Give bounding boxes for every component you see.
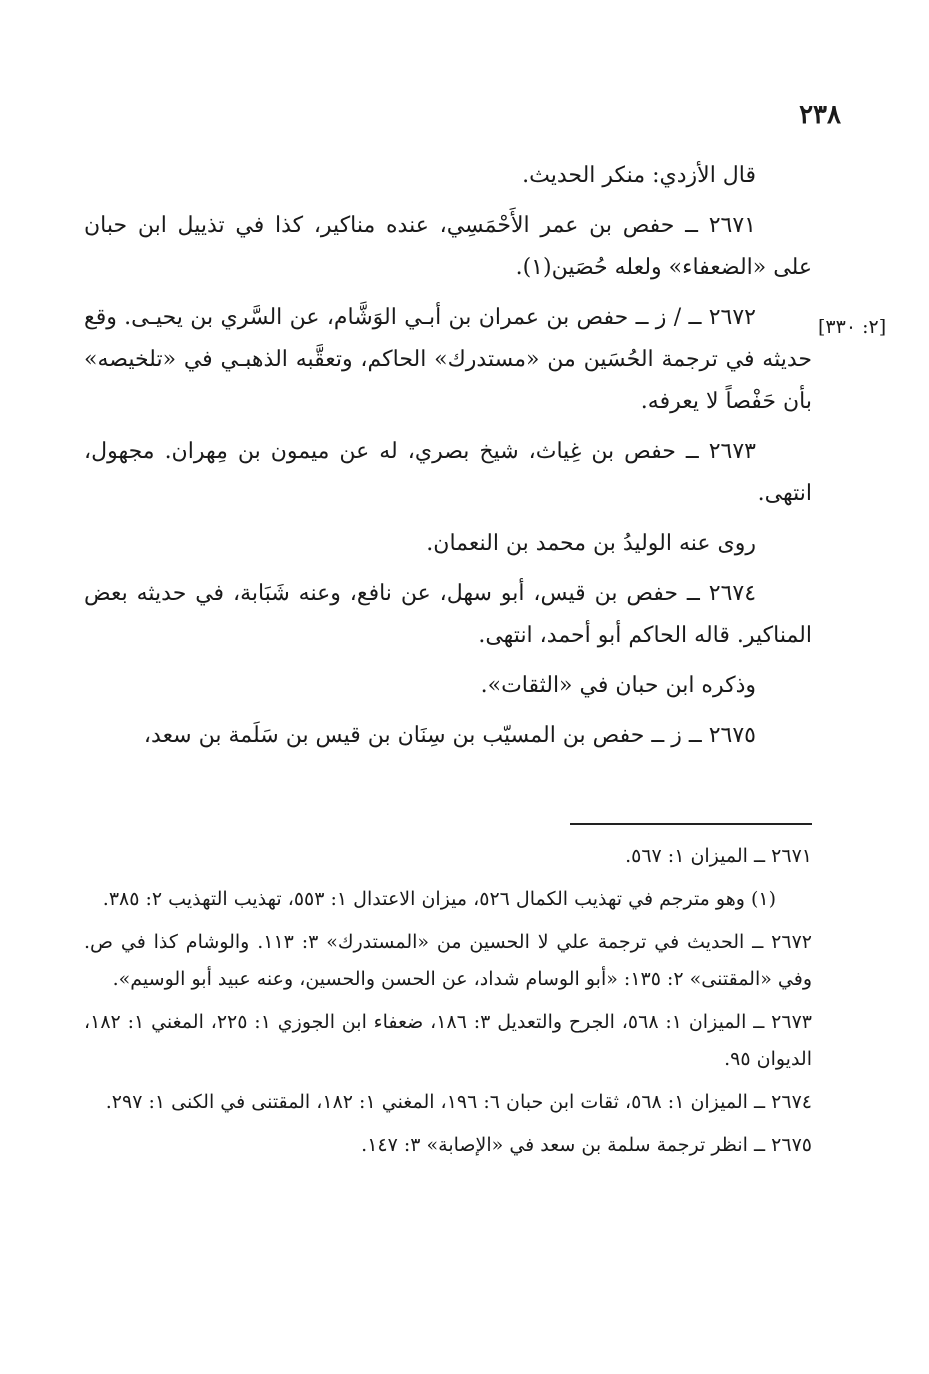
entry-2674: ٢٦٧٤ ــ حفص بن قيس، أبو سهل، عن نافع، وعنه شَبَابة، في حديثه بعض المناكير. قاله الحاكم أبو أحمد، انتهى. bbox=[84, 581, 812, 648]
margin-reference: [٢: ٣٣٠] bbox=[818, 316, 887, 338]
footnote-2672: ٢٦٧٢ ــ الحديث في ترجمة علي لا الحسين من «المستدرك» ٣: ١١٣. والوشام كذا في ص. وفي «المقتنى» ٢: ١٣٥: «أبو الوسام شداد، عن الحسن والحسين، وعنه عبيد أبو الوسيم». bbox=[84, 931, 812, 990]
entry-2673: ٢٦٧٣ ــ حفص بن غِياث، شيخ بصري، له عن ميمون بن مِهران. مجهول، انتهى. bbox=[84, 439, 812, 506]
entry-2671: ٢٦٧١ ــ حفص بن عمر الأَحْمَسِي، عنده مناكير، كذا في تذييل ابن حبان على «الضعفاء» ولعله حُصَين(١). bbox=[84, 213, 812, 280]
entry-2675: ٢٦٧٥ ــ ز ــ حفص بن المسيّب بن سِنَان بن قيس بن سَلَمة بن سعد، bbox=[143, 723, 756, 748]
main-text bbox=[84, 155, 812, 765]
footnotes bbox=[84, 838, 812, 1170]
entry-2672: ٢٦٧٢ ــ / ز ــ حفص بن عمران بن أبـي الوَشَّام، عن السَّري بن يحيـى. وقع حديثه في ترجمة الحُسَين من «مستدرك» الحاكم، وتعقَّبه الذهبـي في «تلخيصه» بأن حَفْصاً لا يعرفه. bbox=[84, 305, 812, 414]
footnote-1: (١) وهو مترجم في تهذيب الكمال ٥٢٦، ميزان الاعتدال ١: ٥٥٣، تهذيب التهذيب ٢: ٣٨٥. bbox=[102, 888, 776, 910]
footnote-2674: ٢٦٧٤ ــ الميزان ١: ٥٦٨، ثقات ابن حبان ٦: ١٩٦، المغني ١: ١٨٢، المقتنى في الكنى ١: ٢٩٧. bbox=[105, 1091, 812, 1113]
footnote-2673: ٢٦٧٣ ــ الميزان ١: ٥٦٨، الجرح والتعديل ٣: ١٨٦، ضعفاء ابن الجوزي ١: ٢٢٥، المغني ١: ١٨٢، الديوان ٩٥. bbox=[84, 1011, 812, 1070]
paragraph-thiqat: وذكره ابن حبان في «الثقات». bbox=[480, 673, 756, 698]
page-number: ٢٣٨ bbox=[799, 100, 841, 130]
paragraph-riwaya: روى عنه الوليدُ بن محمد بن النعمان. bbox=[426, 531, 756, 556]
footnote-2675: ٢٦٧٥ ــ انظر ترجمة سلمة بن سعد في «الإصابة» ٣: ١٤٧. bbox=[361, 1134, 812, 1156]
footnote-divider bbox=[570, 823, 812, 825]
footnote-2671: ٢٦٧١ ــ الميزان ١: ٥٦٧. bbox=[625, 845, 812, 867]
paragraph-azdi: قال الأزدي: منكر الحديث. bbox=[522, 163, 756, 188]
